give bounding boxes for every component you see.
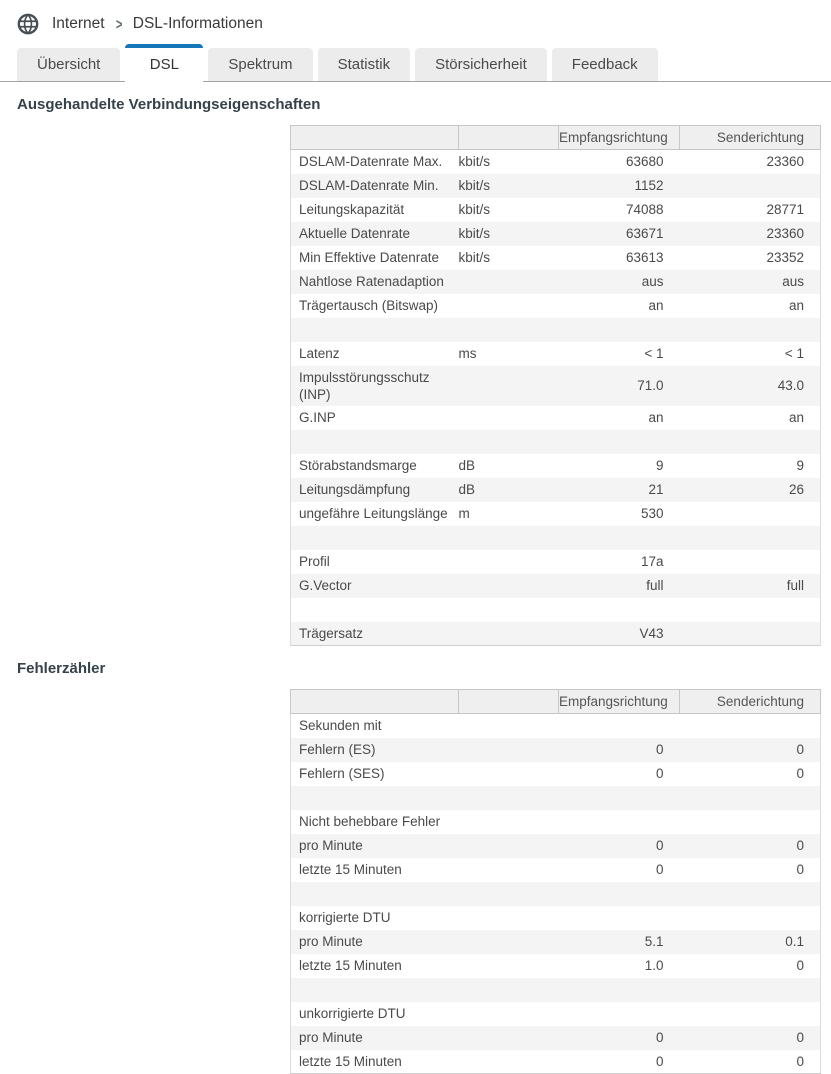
header-unit-col [459,690,559,714]
table-row [291,906,821,930]
row-label: pro Minute [291,1026,459,1050]
value-empfangsrichtung: 21 [648,482,664,497]
row-label: Störabstandsmarge [291,454,459,478]
table-row [291,1026,821,1050]
row-label: letzte 15 Minuten [291,954,459,978]
value-empfangsrichtung: 0 [655,766,664,781]
tab-stoersicherheit[interactable]: Störsicherheit [415,48,547,81]
breadcrumb-separator-icon: > [115,15,122,33]
row-label: letzte 15 Minuten [291,1050,459,1074]
dsl-info-content [0,96,831,1074]
value-empfangsrichtung: 0 [655,838,664,853]
row-unit: kbit/s [458,202,491,217]
value-empfangsrichtung: 0 [655,862,664,877]
value-empfangsrichtung: an [648,298,664,313]
value-empfangsrichtung: aus [641,274,664,289]
row-label: Profil [291,550,459,574]
tab-spektrum[interactable]: Spektrum [208,48,312,81]
value-senderichtung: 9 [680,454,821,478]
value-senderichtung [680,526,821,550]
row-label: Trägersatz [291,622,459,646]
row-label: Trägertausch (Bitswap) [291,294,459,318]
table-spacer-row [291,430,821,454]
row-unit [459,954,559,978]
value-senderichtung [680,598,821,622]
table-row [291,270,821,294]
value-senderichtung [680,318,821,342]
value-empfangsrichtung: 0 [655,742,664,757]
breadcrumb-current-page: DSL-Informationen [132,15,263,32]
table-row [291,246,821,270]
value-senderichtung: 0 [680,1026,821,1050]
row-label: G.Vector [291,574,459,598]
row-unit [459,858,559,882]
table-row [291,550,821,574]
value-empfangsrichtung: 74088 [625,202,664,217]
row-label: Impulsstörungsschutz (INP) [291,366,459,406]
table-row [291,406,821,430]
table-spacer-row [291,786,821,810]
connection-properties-table [290,125,820,646]
table-row [291,1050,821,1074]
row-label: Fehlern (ES) [291,738,459,762]
section-title-connection-properties: Ausgehandelte Verbindungseigenschaften [17,96,321,113]
row-unit [459,930,559,954]
globe-icon [17,13,39,35]
row-label: DSLAM-Datenrate Max. [291,150,459,174]
value-empfangsrichtung [559,810,680,834]
value-senderichtung: < 1 [680,342,821,366]
value-empfangsrichtung: 71.0 [637,378,664,393]
value-empfangsrichtung [559,526,680,550]
value-senderichtung: 23352 [680,246,821,270]
row-label: Nahtlose Ratenadaption [291,270,459,294]
value-empfangsrichtung: 9 [655,458,664,473]
value-senderichtung: full [680,574,821,598]
value-senderichtung [680,810,821,834]
value-empfangsrichtung: 17a [640,554,664,569]
value-empfangsrichtung: 5.1 [644,934,664,949]
row-label: DSLAM-Datenrate Min. [291,174,459,198]
value-senderichtung: 26 [680,478,821,502]
value-empfangsrichtung [559,906,680,930]
value-senderichtung: 0 [680,954,821,978]
table-row [291,810,821,834]
row-unit [459,366,559,406]
value-empfangsrichtung: an [648,410,664,425]
row-label: korrigierte DTU [291,906,459,930]
table-row [291,294,821,318]
row-label: ungefähre Leitungslänge [291,502,459,526]
row-unit [459,1026,559,1050]
table-spacer-row [291,598,821,622]
table-row [291,478,821,502]
value-senderichtung: 0 [680,738,821,762]
value-senderichtung: 0 [680,762,821,786]
value-empfangsrichtung: 1152 [634,178,664,193]
value-senderichtung: 0 [680,834,821,858]
table-row [291,714,821,738]
value-senderichtung [680,786,821,810]
row-unit [459,598,559,622]
value-senderichtung: 0 [680,1050,821,1074]
value-senderichtung [680,978,821,1002]
value-empfangsrichtung [559,598,680,622]
value-empfangsrichtung [559,882,680,906]
row-unit [459,762,559,786]
value-senderichtung: 23360 [680,222,821,246]
value-empfangsrichtung: 0 [655,1030,664,1045]
row-label: pro Minute [291,834,459,858]
row-unit: kbit/s [458,154,491,170]
row-unit [459,978,559,1002]
value-senderichtung: 0 [680,858,821,882]
value-senderichtung [680,502,821,526]
table-row [291,930,821,954]
row-unit [459,1002,559,1026]
row-label [291,598,459,622]
row-label: Latenz [291,342,459,366]
row-unit: ms [458,346,477,361]
row-label [291,430,459,454]
value-empfangsrichtung: 1.0 [644,958,664,973]
row-unit [459,738,559,762]
row-label [291,786,459,810]
row-label: pro Minute [291,930,459,954]
header-unit-col [459,126,559,150]
row-label: Aktuelle Datenrate [291,222,459,246]
value-empfangsrichtung: 63680 [625,154,664,170]
value-senderichtung: aus [680,270,821,294]
table-row [291,342,821,366]
row-unit [459,574,559,598]
header-senderichtung: Senderichtung [680,690,821,714]
row-unit [459,1050,559,1074]
table-row [291,954,821,978]
value-empfangsrichtung [559,318,680,342]
row-unit [459,550,559,574]
value-senderichtung [680,906,821,930]
table-spacer-row [291,978,821,1002]
value-empfangsrichtung: < 1 [644,346,664,361]
table-spacer-row [291,318,821,342]
value-empfangsrichtung: 0 [559,1050,680,1074]
row-unit: dB [458,458,476,473]
row-unit [459,810,559,834]
value-senderichtung: an [680,294,821,318]
value-senderichtung: an [680,406,821,430]
row-unit: dB [458,482,476,497]
value-senderichtung [680,430,821,454]
value-empfangsrichtung [559,978,680,1002]
table-spacer-row [291,882,821,906]
row-unit [459,882,559,906]
value-senderichtung [680,174,821,198]
value-senderichtung [680,714,821,738]
row-label [291,882,459,906]
row-unit [459,430,559,454]
row-unit [459,318,559,342]
table-row [291,574,821,598]
table-row [291,738,821,762]
table-row [291,834,821,858]
row-unit: m [458,506,470,521]
table-row [291,174,821,198]
row-label: unkorrigierte DTU [291,1002,459,1026]
value-senderichtung [680,622,821,646]
table-row [291,502,821,526]
table-row [291,762,821,786]
tab-dsl[interactable]: DSL [125,44,203,82]
value-empfangsrichtung [559,714,680,738]
row-label [291,978,459,1002]
row-label: Sekunden mit [291,714,459,738]
value-empfangsrichtung: 530 [640,506,664,521]
value-empfangsrichtung: 63613 [625,250,664,265]
row-unit [459,834,559,858]
row-unit [459,294,559,318]
row-label: Leitungskapazität [291,198,459,222]
breadcrumb [0,0,831,44]
row-unit [459,406,559,430]
row-label: G.INP [291,406,459,430]
row-unit [459,622,559,646]
tab-uebersicht[interactable]: Übersicht [17,48,120,81]
value-senderichtung [680,550,821,574]
row-unit [459,526,559,550]
value-empfangsrichtung [559,430,680,454]
row-unit: kbit/s [458,178,491,193]
tab-feedback[interactable]: Feedback [552,48,658,81]
table-row [291,622,821,646]
row-unit: kbit/s [458,226,491,241]
row-unit [459,714,559,738]
table-row [291,858,821,882]
row-label: Nicht behebbare Fehler [291,810,459,834]
value-empfangsrichtung [559,786,680,810]
value-senderichtung: 23360 [680,150,821,174]
row-label: Fehlern (SES) [291,762,459,786]
value-senderichtung [680,882,821,906]
row-unit: kbit/s [458,250,491,265]
header-senderichtung: Senderichtung [680,126,821,150]
table-row [291,454,821,478]
table-spacer-row [291,526,821,550]
row-label: Min Effektive Datenrate [291,246,459,270]
section-title-error-counters: Fehlerzähler [17,660,106,677]
value-empfangsrichtung [559,1002,680,1026]
value-senderichtung: 43.0 [680,366,821,406]
value-empfangsrichtung: V43 [559,622,680,646]
row-unit [459,270,559,294]
table-header-row [291,690,821,714]
table-row [291,1002,821,1026]
breadcrumb-internet[interactable]: Internet [52,15,105,32]
value-empfangsrichtung: full [646,578,664,593]
row-unit [459,906,559,930]
row-label [291,318,459,342]
row-label: letzte 15 Minuten [291,858,459,882]
tab-statistik[interactable]: Statistik [318,48,411,81]
row-label: Leitungsdämpfung [291,478,459,502]
value-empfangsrichtung: 63671 [625,226,664,241]
value-senderichtung [680,1002,821,1026]
value-senderichtung: 28771 [680,198,821,222]
header-empfangsrichtung: Empfangsrichtung [559,690,680,714]
header-label-col [291,126,459,150]
table-row [291,366,821,406]
row-unit [459,786,559,810]
table-row [291,222,821,246]
header-empfangsrichtung: Empfangsrichtung [559,126,680,150]
table-header-row [291,126,821,150]
header-label-col [291,690,459,714]
table-row [291,150,821,174]
table-row [291,198,821,222]
tab-bar [0,44,831,82]
value-senderichtung: 0.1 [680,930,821,954]
error-counters-table [290,689,820,1074]
row-label [291,526,459,550]
